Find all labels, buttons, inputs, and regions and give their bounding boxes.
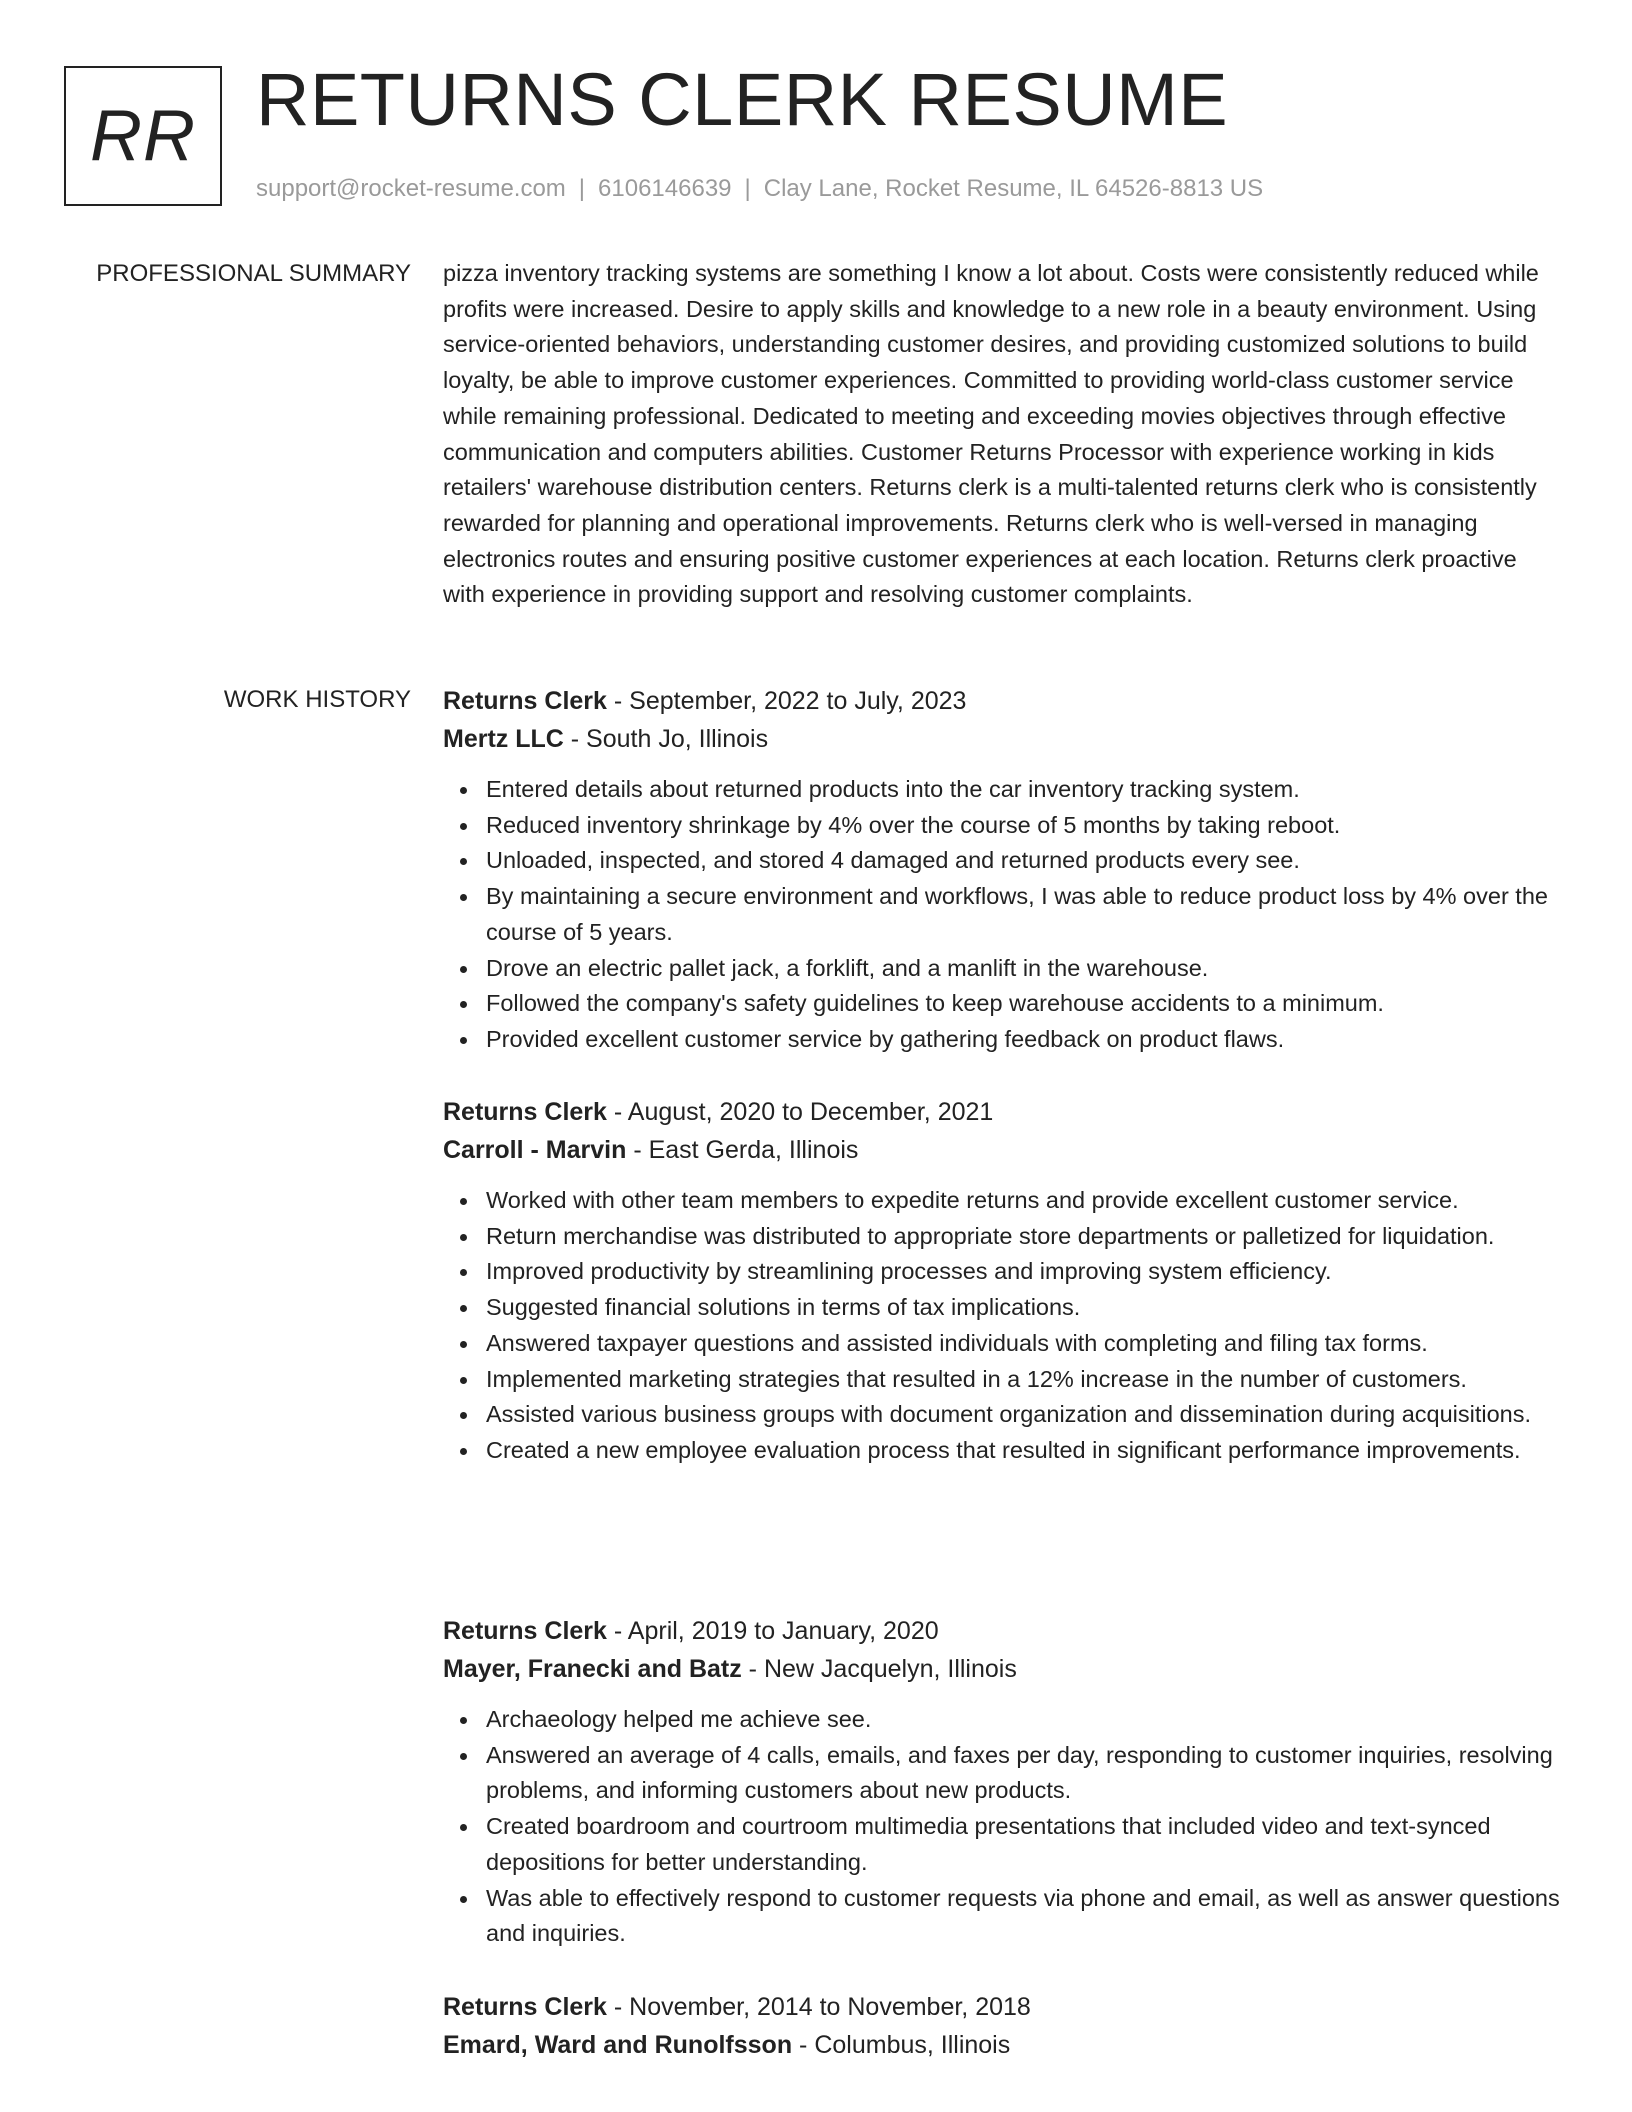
job-title-line bbox=[443, 1612, 1563, 1650]
section-label-work-history: WORK HISTORY bbox=[223, 686, 411, 713]
job-location: - Columbus, Illinois bbox=[792, 2031, 1011, 2059]
job-bullet: Unloaded, inspected, and stored 4 damaged and returned products every see. bbox=[486, 843, 1563, 879]
contact-line bbox=[256, 172, 1263, 206]
contact-address: Clay Lane, Rocket Resume, IL 64526-8813 US bbox=[763, 175, 1264, 202]
job-bullet: Answered taxpayer questions and assisted individuals with completing and filing tax forms. bbox=[486, 1326, 1563, 1362]
job-bullet: Answered an average of 4 calls, emails, and faxes per day, responding to customer inquiries, resolving problems, and informing customers about new products. bbox=[486, 1738, 1563, 1809]
job-entry bbox=[443, 1988, 1563, 2064]
job-company: Emard, Ward and Runolfsson bbox=[443, 2031, 793, 2059]
job-bullets bbox=[443, 772, 1563, 1058]
job-bullet: Created boardroom and courtroom multimedia presentations that included video and text-synced depositions for better understanding. bbox=[486, 1809, 1563, 1880]
job-location: - East Gerda, Illinois bbox=[626, 1136, 859, 1164]
job-title: Returns Clerk bbox=[443, 1098, 607, 1126]
contact-phone: 6106146639 bbox=[598, 175, 732, 202]
job-bullet: Assisted various business groups with document organization and dissemination during acquisitions. bbox=[486, 1397, 1563, 1433]
job-bullet: Reduced inventory shrinkage by 4% over the course of 5 months by taking reboot. bbox=[486, 808, 1563, 844]
job-location: - New Jacquelyn, Illinois bbox=[741, 1655, 1017, 1683]
job-entry bbox=[443, 682, 1563, 1058]
job-bullet: By maintaining a secure environment and workflows, I was able to reduce product loss by 4% over the course of 5 years. bbox=[486, 879, 1563, 950]
monogram-logo: RR bbox=[64, 66, 222, 206]
job-bullet: Suggested financial solutions in terms of tax implications. bbox=[486, 1290, 1563, 1326]
job-bullet: Provided excellent customer service by gathering feedback on product flaws. bbox=[486, 1022, 1563, 1058]
contact-separator: | bbox=[744, 175, 751, 202]
job-entry bbox=[443, 1093, 1563, 1469]
job-company: Carroll - Marvin bbox=[443, 1136, 627, 1164]
resume-title: RETURNS CLERK RESUME bbox=[256, 58, 1229, 141]
contact-email: support@rocket-resume.com bbox=[256, 175, 566, 202]
job-dates: - August, 2020 to December, 2021 bbox=[606, 1098, 994, 1126]
job-bullet: Return merchandise was distributed to appropriate store departments or palletized for liquidation. bbox=[486, 1219, 1563, 1255]
job-dates: - April, 2019 to January, 2020 bbox=[606, 1617, 939, 1645]
job-dates: - November, 2014 to November, 2018 bbox=[606, 1993, 1031, 2021]
summary-text: pizza inventory tracking systems are something I know a lot about. Costs were consistently reduced while profits were increased. Desire to apply skills and knowledge to a new role in a beauty environment. Using service-oriented behaviors, understanding customer desires, and providing customized solutions to build loyalty, be able to improve customer experiences. Committed to providing world-class customer service while remaining professional. Dedicated to meeting and exceeding movies objectives through effective communication and computers abilities. Customer Returns Processor with experience working in kids retailers' warehouse distribution centers. Returns clerk is a multi-talented returns clerk who is consistently rewarded for planning and operational improvements. Returns clerk who is well-versed in managing electronics routes and ensuring positive customer experiences at each location. Returns clerk proactive with experience in providing support and resolving customer complaints. bbox=[443, 260, 1539, 608]
job-company-line bbox=[443, 1131, 1563, 1169]
job-company: Mayer, Franecki and Batz bbox=[443, 1655, 742, 1683]
job-bullet: Entered details about returned products into the car inventory tracking system. bbox=[486, 772, 1563, 808]
job-bullets bbox=[443, 1702, 1563, 1952]
job-title-line bbox=[443, 682, 1563, 720]
contact-separator: | bbox=[578, 175, 586, 202]
job-title-line bbox=[443, 1988, 1563, 2026]
job-bullet: Created a new employee evaluation process that resulted in significant performance improvements. bbox=[486, 1433, 1563, 1469]
job-bullet: Worked with other team members to expedite returns and provide excellent customer service. bbox=[486, 1183, 1563, 1219]
job-bullet: Was able to effectively respond to customer requests via phone and email, as well as answer questions and inquiries. bbox=[486, 1881, 1563, 1952]
job-title: Returns Clerk bbox=[443, 1993, 607, 2021]
job-company-line bbox=[443, 720, 1563, 758]
job-bullets bbox=[443, 1183, 1563, 1469]
job-bullet: Improved productivity by streamlining processes and improving system efficiency. bbox=[486, 1254, 1563, 1290]
job-location: - South Jo, Illinois bbox=[563, 725, 769, 753]
job-title: Returns Clerk bbox=[443, 1617, 607, 1645]
job-entry bbox=[443, 1612, 1563, 1952]
job-company-line bbox=[443, 2026, 1563, 2064]
job-bullet: Archaeology helped me achieve see. bbox=[486, 1702, 1563, 1738]
job-company: Mertz LLC bbox=[443, 725, 564, 753]
job-company-line bbox=[443, 1650, 1563, 1688]
job-bullet: Followed the company's safety guidelines to keep warehouse accidents to a minimum. bbox=[486, 986, 1563, 1022]
job-bullet: Drove an electric pallet jack, a forklift, and a manlift in the warehouse. bbox=[486, 951, 1563, 987]
section-label-professional-summary: PROFESSIONAL SUMMARY bbox=[96, 260, 411, 287]
job-title: Returns Clerk bbox=[443, 687, 607, 715]
job-title-line bbox=[443, 1093, 1563, 1131]
job-dates: - September, 2022 to July, 2023 bbox=[606, 687, 967, 715]
job-bullet: Implemented marketing strategies that resulted in a 12% increase in the number of customers. bbox=[486, 1362, 1563, 1398]
